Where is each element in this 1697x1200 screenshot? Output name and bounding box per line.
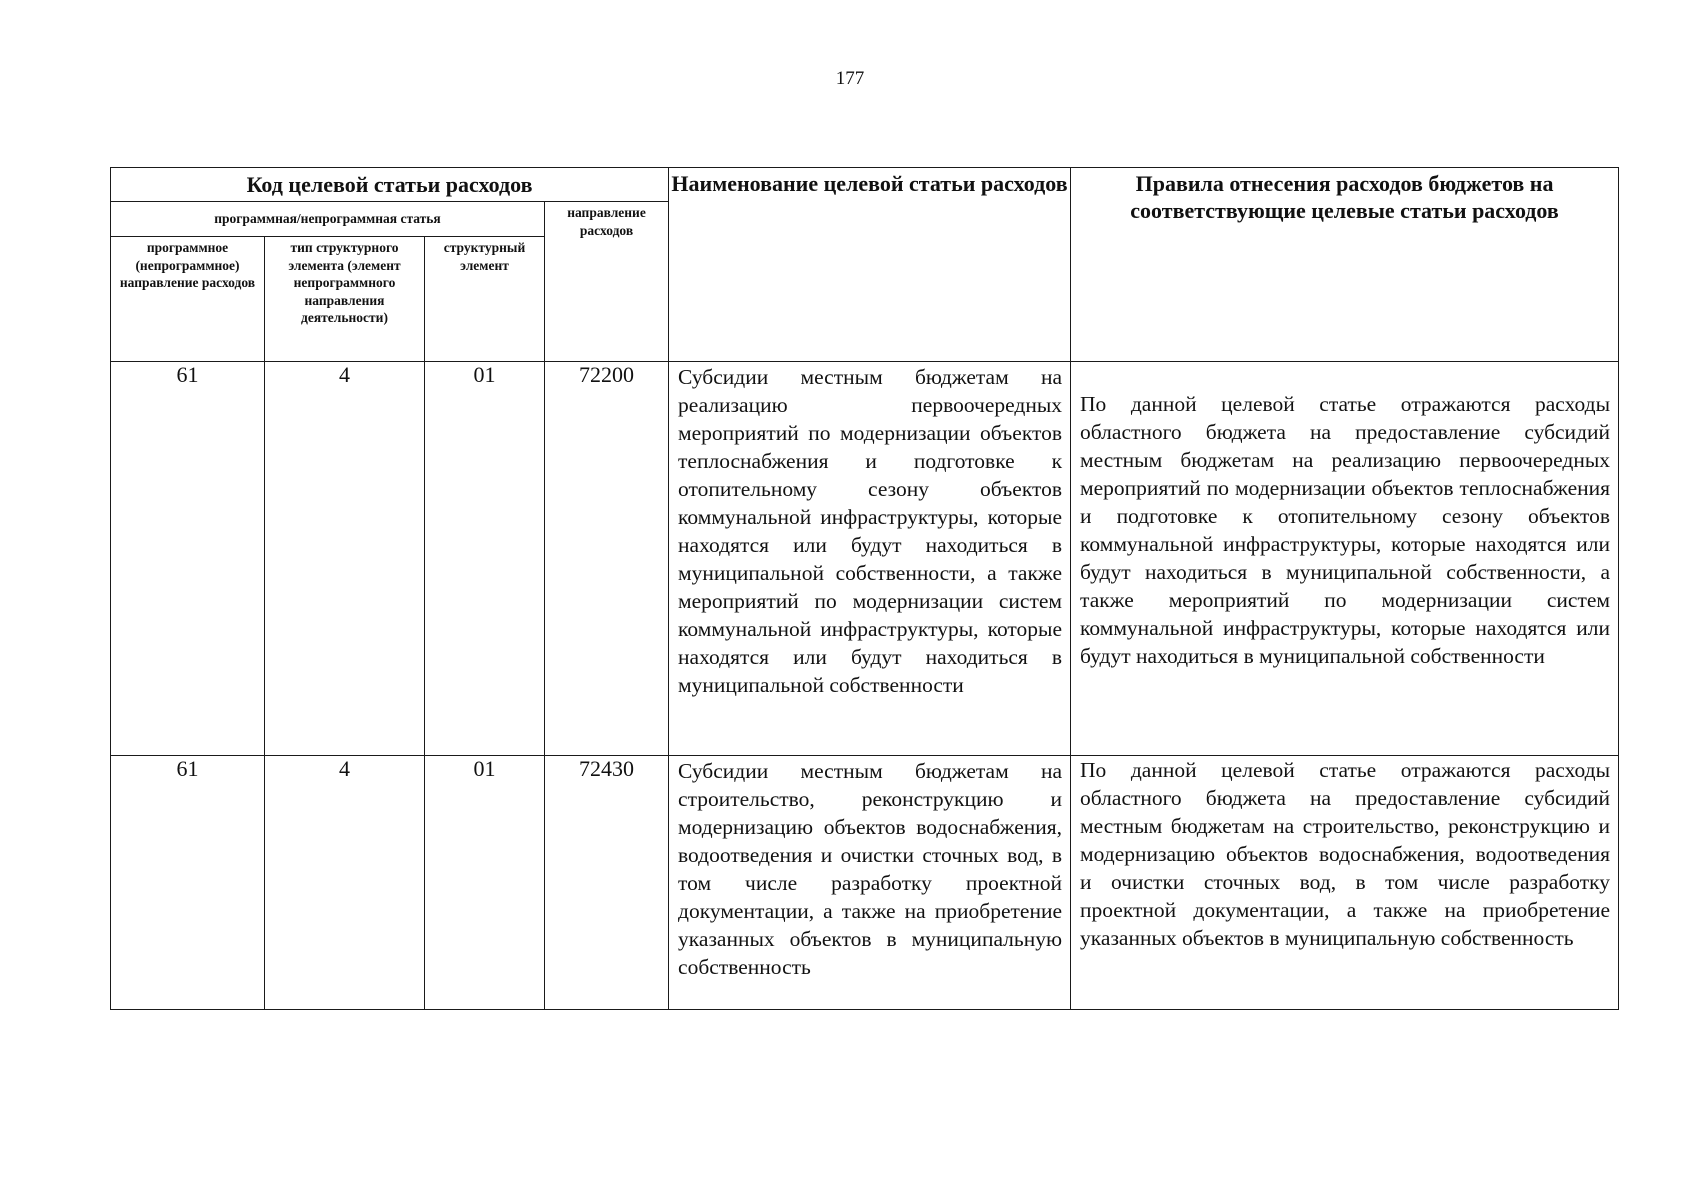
cell-rule: По данной целевой статье отражаются расходы областного бюджета на предоставление субсидий местным бюджетам на строительство, реконструкцию и модернизацию объектов водоснабжения, водоотведения и очистки сточных вод, в том числе разработку проектной документации, а также на приобретение указанных объектов в муниципальную собственность: [1071, 756, 1619, 1010]
cell-element: 01: [425, 362, 545, 756]
table-row: [111, 756, 1619, 1010]
table-row: [111, 362, 1619, 756]
header-name: Наименование целевой статьи расходов: [669, 168, 1071, 362]
target-article-table: [110, 167, 1619, 1010]
header-rules: Правила отнесения расходов бюджетов на соответствующие целевые статьи расходов: [1071, 168, 1619, 362]
cell-direction: 72200: [545, 362, 669, 756]
cell-type: 4: [265, 756, 425, 1010]
header-expense-direction: направление расходов: [545, 202, 669, 362]
cell-program: 61: [111, 756, 265, 1010]
header-structural-element: структурный элемент: [425, 237, 545, 362]
cell-program: 61: [111, 362, 265, 756]
page-number: 177: [835, 68, 865, 89]
cell-element: 01: [425, 756, 545, 1010]
header-program-direction: программное (непрограммное) направление расходов: [111, 237, 265, 362]
header-element-type: тип структурного элемента (элемент непрограммного направления деятельности): [265, 237, 425, 362]
cell-name: Субсидии местным бюджетам на реализацию первоочередных мероприятий по модернизации объектов теплоснабжения и подготовке к отопительному сезону объектов коммунальной инфраструктуры, которые находятся или будут находиться в муниципальной собственности, а также мероприятий по модернизации систем коммунальной инфраструктуры, которые находятся или будут находиться в муниципальной собственности: [669, 362, 1071, 756]
cell-direction: 72430: [545, 756, 669, 1010]
cell-name: Субсидии местным бюджетам на строительство, реконструкцию и модернизацию объектов водоснабжения, водоотведения и очистки сточных вод, в том числе разработку проектной документации, а также на приобретение указанных объектов в муниципальную собственность: [669, 756, 1071, 1010]
header-row-1: [111, 168, 1619, 202]
cell-rule: По данной целевой статье отражаются расходы областного бюджета на предоставление субсидий местным бюджетам на реализацию первоочередных мероприятий по модернизации объектов теплоснабжения и подготовке к отопительному сезону объектов коммунальной инфраструктуры, которые находятся или будут находиться в муниципальной собственности, а также мероприятий по модернизации систем коммунальной инфраструктуры, которые находятся или будут находиться в муниципальной собственности: [1071, 362, 1619, 756]
header-code: Код целевой статьи расходов: [111, 168, 669, 202]
header-program-article: программная/непрограммная статья: [111, 202, 545, 237]
cell-type: 4: [265, 362, 425, 756]
